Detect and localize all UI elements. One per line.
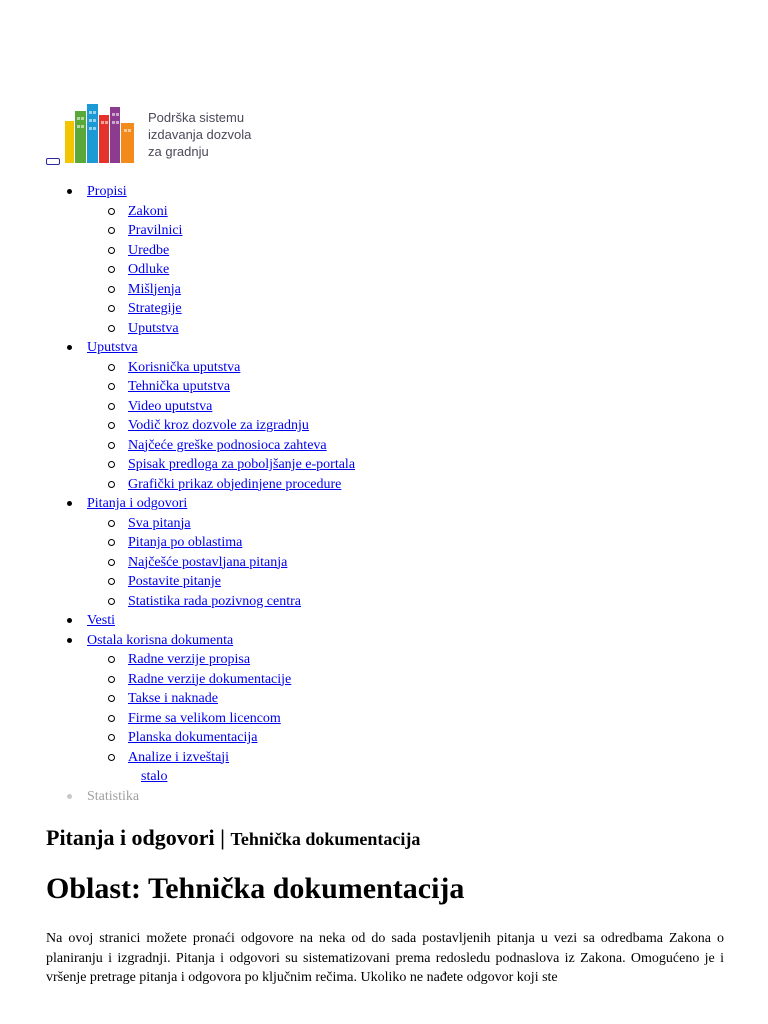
nav-item-statistika: [87, 787, 768, 807]
nav-link-ostala[interactable]: Ostala korisna dokumenta: [87, 632, 234, 648]
submenu-item: [128, 397, 768, 417]
submenu-item: [128, 319, 768, 339]
nav-link-pitanja[interactable]: Pitanja i odgovori: [87, 496, 188, 511]
building-blue: [87, 104, 98, 163]
link-analize[interactable]: Analize i izveštaji: [128, 749, 230, 765]
logo-line-3: za gradnju: [148, 144, 209, 159]
page-title: [46, 825, 420, 851]
link-najcesca-pitanja[interactable]: Najčešće postavljana pitanja: [128, 554, 288, 570]
link-uredbe[interactable]: Uredbe: [128, 242, 170, 258]
nav-list: [0, 182, 768, 806]
submenu-item: [128, 592, 768, 612]
link-misljenja[interactable]: Mišljenja: [128, 281, 181, 297]
submenu-item: [128, 436, 768, 456]
nav-link-statistika[interactable]: Statistika: [87, 788, 140, 804]
nav-item-vesti: [87, 611, 768, 631]
link-statistika-centra[interactable]: Statistika rada pozivnog centra: [128, 593, 301, 609]
nav-item-uputstva: [87, 338, 768, 494]
link-planska-dokumentacija[interactable]: Planska dokumentacija: [128, 730, 258, 745]
building-orange: [121, 123, 134, 163]
link-korisnicka-uputstva[interactable]: Korisnička uputstva: [128, 359, 241, 375]
submenu-uputstva: [87, 358, 768, 495]
link-vodic[interactable]: Vodič kroz dozvole za izgradnju: [128, 418, 309, 433]
link-takse[interactable]: Takse i naknade: [128, 691, 218, 706]
submenu-item: [128, 260, 768, 280]
link-graficki-prikaz[interactable]: Grafički prikaz objedinjene procedure: [128, 476, 342, 492]
link-propisi-uputstva[interactable]: Uputstva: [128, 320, 179, 336]
link-pitanja-po-oblastima[interactable]: Pitanja po oblastima: [128, 535, 243, 550]
logo-line-1: Podrška sistemu: [148, 110, 245, 125]
site-logo[interactable]: [62, 101, 262, 163]
submenu-item: [128, 709, 768, 729]
link-greske[interactable]: Najčeće greške podnosioca zahteva: [128, 437, 327, 453]
submenu-item: [128, 377, 768, 397]
menu-toggle-button[interactable]: [46, 158, 60, 165]
submenu-item: [128, 416, 768, 436]
intro-paragraph: Na ovoj stranici možete pronaći odgovore na neka od do sada postavljenih pitanja u vezi sa odredbama Zakona o planiranju i izgradnji. Pitanja i odgovori su sistematizovani prema redosledu podnaslova iz Zakona. Omogućeno je i vršenje pretrage pitanja i odgovora po ključnim rečima. Ukoliko ne nađete odgovor koji ste: [46, 931, 724, 985]
submenu-item: [128, 670, 768, 690]
link-predlozi[interactable]: Spisak predloga za poboljšanje e-portala: [128, 457, 356, 472]
nav-item-ostala: [87, 631, 768, 787]
link-ostalo[interactable]: stalo: [141, 769, 168, 784]
submenu-item: [128, 299, 768, 319]
breadcrumb-main: Pitanja i odgovori |: [46, 825, 226, 850]
submenu-item: [128, 533, 768, 553]
city-buildings-icon: [62, 101, 142, 163]
submenu-item: [128, 572, 768, 592]
link-firme[interactable]: Firme sa velikom licencom: [128, 710, 281, 726]
link-tehnicka-uputstva[interactable]: Tehnička uputstva: [128, 379, 231, 394]
submenu-pitanja: [87, 514, 768, 612]
submenu-item: [128, 475, 768, 495]
submenu-item: [128, 202, 768, 222]
submenu-item: [128, 748, 768, 768]
submenu-item: [128, 241, 768, 261]
link-odluke[interactable]: Odluke: [128, 262, 170, 277]
building-yellow: [65, 121, 74, 163]
link-radne-verzije-dokumentacije[interactable]: Radne verzije dokumentacije: [128, 671, 292, 687]
link-video-uputstva[interactable]: Video uputstva: [128, 398, 213, 414]
submenu-item: [128, 728, 768, 748]
breadcrumb-sub: Tehnička dokumentacija: [230, 829, 421, 849]
section-heading: Oblast: Tehnička dokumentacija: [46, 872, 465, 905]
submenu-propisi: [87, 202, 768, 339]
nav-link-propisi[interactable]: Propisi: [87, 184, 127, 199]
link-pravilnici[interactable]: Pravilnici: [128, 223, 183, 238]
submenu-item: [128, 358, 768, 378]
submenu-item: [128, 221, 768, 241]
link-strategije[interactable]: Strategije: [128, 301, 182, 316]
submenu-item: [128, 514, 768, 534]
submenu-item: [128, 280, 768, 300]
link-zakoni[interactable]: Zakoni: [128, 203, 168, 219]
submenu-item: [128, 553, 768, 573]
nav-link-uputstva[interactable]: Uputstva: [87, 340, 138, 355]
logo-text: [148, 109, 251, 160]
logo-line-2: izdavanja dozvola: [148, 127, 252, 142]
nav-item-propisi: [87, 182, 768, 338]
link-radne-verzije-propisa[interactable]: Radne verzije propisa: [128, 652, 251, 667]
nav-item-pitanja: [87, 494, 768, 611]
link-sva-pitanja[interactable]: Sva pitanja: [128, 515, 191, 531]
main-navigation: [0, 182, 768, 806]
building-green: [75, 111, 86, 163]
nav-link-vesti[interactable]: Vesti: [87, 613, 115, 628]
submenu-item: [128, 689, 768, 709]
submenu-item: [128, 455, 768, 475]
submenu-ostala: [87, 650, 768, 787]
submenu-item: [128, 650, 768, 670]
submenu-item-ostalo: [128, 767, 768, 787]
link-postavite-pitanje[interactable]: Postavite pitanje: [128, 574, 221, 589]
